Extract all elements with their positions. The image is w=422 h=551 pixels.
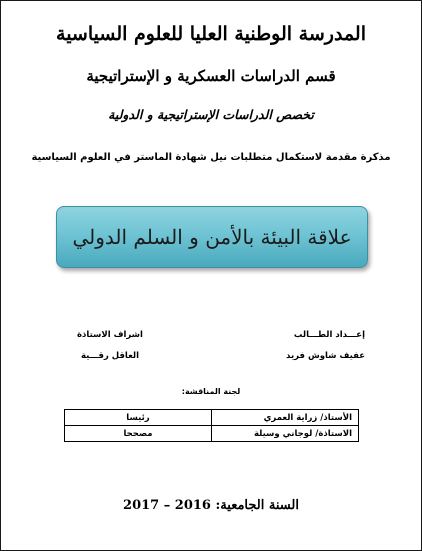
prepared-by-label: إعـــداد الطـــالب [293, 330, 365, 340]
title-box [56, 206, 368, 268]
committee-label: لجنة المناقشة: [181, 387, 241, 396]
student-name: عفيف شاوش فريد [286, 351, 365, 361]
department-name: قسم الدراسات العسكرية و الإستراتيجية [86, 67, 336, 85]
academic-year: السنة الجامعية: 2016 – 2017 [123, 498, 299, 513]
memo-statement: مذكرة مقدمة لاستكمال متطلبات نيل شهادة الماستر في العلوم السياسية [31, 152, 391, 163]
specialty-name: تخصص الدراسات الإستراتيجية و الدولية [108, 107, 314, 122]
committee-member-name: الاستاذة/ لوجاني وسيلة [212, 426, 359, 442]
supervised-by-label: اشراف الاستاذة [77, 330, 143, 340]
committee-table [64, 409, 359, 442]
table-row [65, 410, 359, 426]
committee-member-role: مصححا [65, 426, 212, 442]
supervisor-name: العاقل رقـــية [81, 351, 140, 361]
school-name: المدرسة الوطنية العليا للعلوم السياسية [56, 23, 366, 45]
committee-member-role: رئيسا [65, 410, 212, 426]
table-row [65, 426, 359, 442]
memo-title: علاقة البيئة بالأمن و السلم الدولي [72, 225, 352, 249]
committee-member-name: الأستاذ/ زراية العمري [212, 410, 359, 426]
